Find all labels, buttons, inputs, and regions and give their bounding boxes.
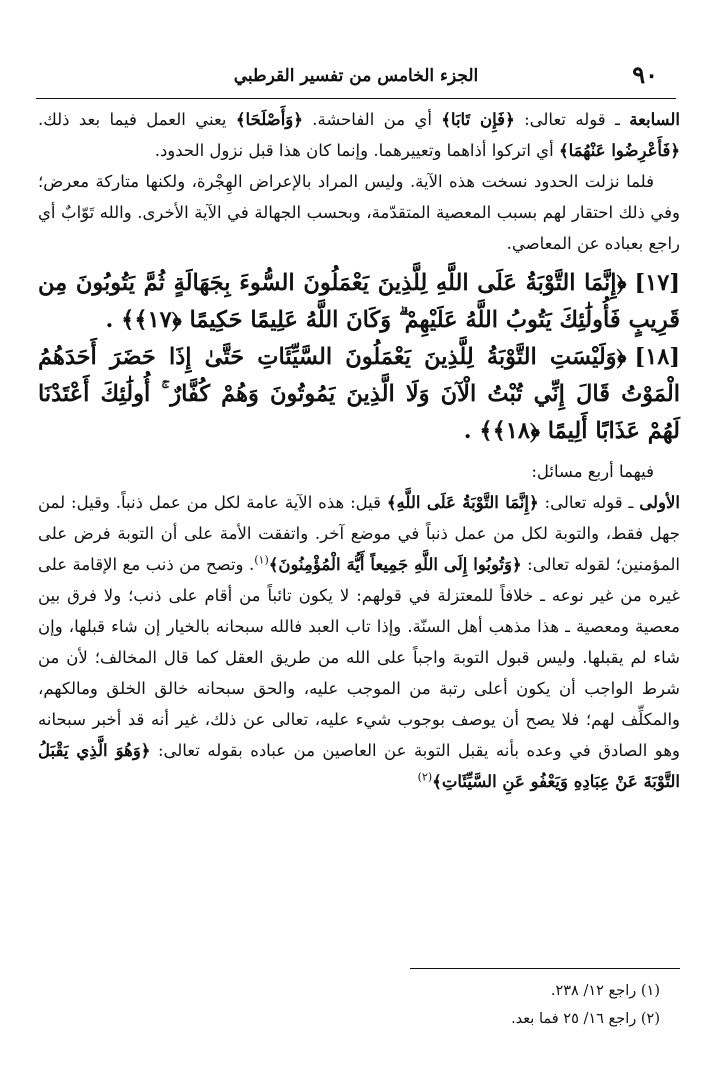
running-title: الجزء الخامس من تفسير القرطبي xyxy=(233,66,479,86)
verse-number: [١٧] xyxy=(634,270,680,296)
footnote-ref-1: (١) xyxy=(254,553,269,567)
verse-18 xyxy=(38,339,680,450)
text-segment: ـ قوله تعالى: xyxy=(538,493,640,512)
paragraph-first-issue xyxy=(38,487,680,797)
footnote-1: (١) راجع ١٢/ ٢٣٨. xyxy=(550,983,660,999)
main-text xyxy=(38,104,680,797)
issues-intro: فيهما أربع مسائل: xyxy=(531,462,654,481)
footnote-separator xyxy=(410,968,680,969)
verse-17 xyxy=(38,265,680,339)
page-header xyxy=(36,58,676,99)
paragraph-abrogation: فلما نزلت الحدود نسخت هذه الآية. وليس المراد بالإعراض الهِجْرة، ولكنها متاركة معرض؛ وفي ذلك احتقار لهم بسبب المعصية المتقدّمة، وبحسب الجهالة في الآية الأخرى. والله تَوّابٌ أي راجع بعباده عن المعاصي. xyxy=(38,172,680,253)
text-segment: قيل: هذه الآية عامة لكل من عمل ذنباً. وقيل: لمن جهل فقط، والتوبة لكل من عمل ذنباً في موضع آخر. واتفقت الأمة على أن التوبة فرض على المؤمنين؛ لقوله تعالى: xyxy=(38,493,680,574)
paragraph-seventh-issue xyxy=(38,104,680,166)
quran-quote: ﴿وَتُوبُوا إِلَى اللَّهِ جَمِيعاً أَيُّهَ الْمُؤْمِنُونَ﴾ xyxy=(268,555,522,574)
footnote-ref-2: (٢) xyxy=(417,770,433,784)
issue-label-seventh: السابعة xyxy=(629,110,680,129)
text-segment: يعني العمل فيما بعد ذلك. xyxy=(38,110,236,129)
verse-number: [١٨] xyxy=(634,344,680,370)
text-segment: . وتصح من ذنب مع الإقامة على غيره من غير نوعه ـ خلافاً للمعتزلة في قولهم: لا يكون تائباً من أقام على ذنب؛ ولا فرق بين معصية ومعصية ـ هذا مذهب أهل السنّة. وإذا تاب العبد فالله سبحانه بالخيار إن شاء قبلها، وإن شاء لم يقبلها. وليس قبول التوبة واجباً على الله من طريق العقل كما قال المخالف؛ لأن من شرط الواجب أن يكون أعلى رتبة من الموجب عليه، والحق سبحانه خالق الخلق ومالكهم، والمكلِّف لهم؛ فلا يصح أن يوصف بوجوب شيء عليه، تعالى عن ذلك، غير أنه قد أخبر سبحانه وهو الصادق في وعده بأنه يقبل التوبة عن العاصين من عباده بقوله تعالى: xyxy=(38,555,680,760)
quran-quote: ﴿وَأَصْلَحَا﴾ xyxy=(235,110,303,129)
quran-quote: ﴿فَأَعْرِضُوا عَنْهُمَا﴾ xyxy=(558,141,680,160)
verse-text: ﴿وَلَيْسَتِ التَّوْبَةُ لِلَّذِينَ يَعْمَلُونَ السَّيِّئَاتِ حَتَّىٰ إِذَا حَضَرَ أَحَدَهُمُ الْمَوْتُ قَالَ إِنِّي تُبْتُ الْآنَ وَلَا الَّذِينَ يَمُوتُونَ وَهُمْ كُفَّارٌ ۚ أُولَٰئِكَ أَعْتَدْنَا لَهُمْ عَذَابًا أَلِيمًا ﴿١٨﴾﴾ . xyxy=(38,344,680,444)
text-segment: ـ قوله تعالى: xyxy=(514,110,630,129)
footnotes xyxy=(40,968,680,1033)
issue-label-first: الأولى xyxy=(639,493,680,512)
verse-text: ﴿إِنَّمَا التَّوْبَةُ عَلَى اللَّهِ لِلَّذِينَ يَعْمَلُونَ السُّوءَ بِجَهَالَةٍ ثُمَّ يَتُوبُونَ مِن قَرِيبٍ فَأُولَٰئِكَ يَتُوبُ اللَّهُ عَلَيْهِمْ ۗ وَكَانَ اللَّهُ عَلِيمًا حَكِيمًا ﴿١٧﴾﴾ . xyxy=(38,270,680,333)
quran-quote: ﴿فَإِن تَابَا﴾ xyxy=(441,110,515,129)
page-number: ٩٠ xyxy=(632,60,658,89)
quran-quote: ﴿إِنَّمَا التَّوْبَةُ عَلَى اللَّهِ﴾ xyxy=(386,493,539,512)
text-segment: أي اتركوا أذاهما وتعييرهما. وإنما كان هذا قبل نزول الحدود. xyxy=(154,141,559,160)
quran-quote: ﴿وَهُوَ الَّذِي يَقْبَلُ التَّوْبَةَ عَنْ عِبَادِهِ وَيَعْفُو عَنِ السَّيِّئَاتِ﴾ xyxy=(38,741,680,791)
footnote-2: (٢) راجع ١٦/ ٢٥ فما بعد. xyxy=(511,1011,660,1027)
text-segment: أي من الفاحشة. xyxy=(302,110,442,129)
